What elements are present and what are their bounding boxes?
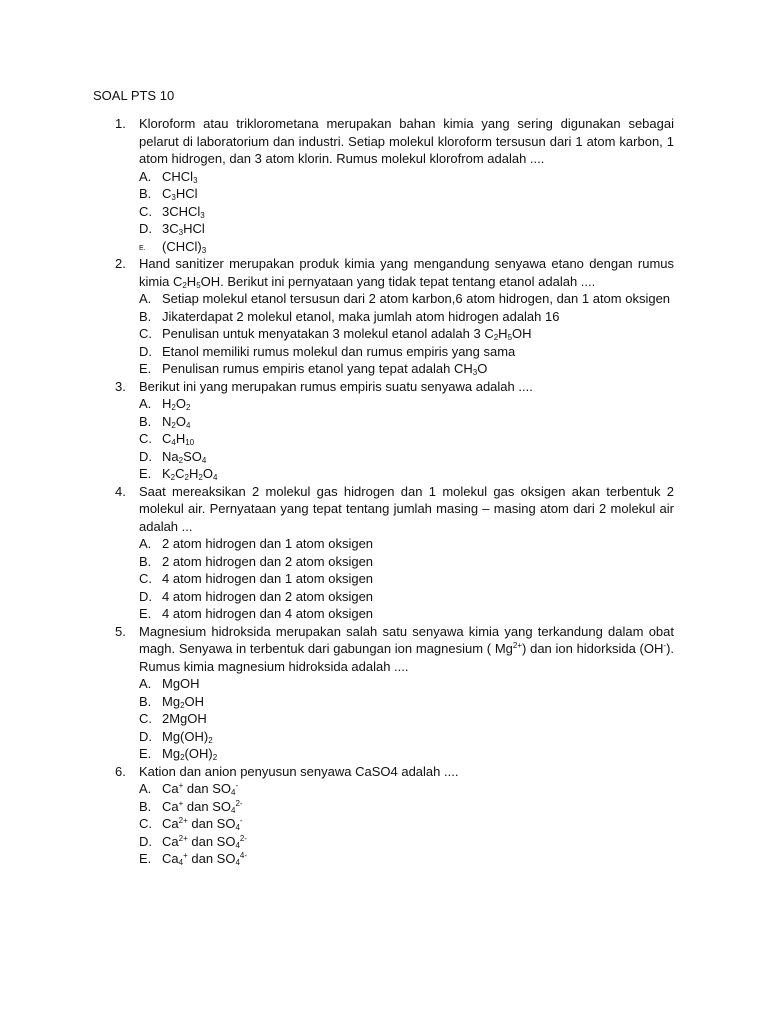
option-letter: B. [139, 186, 152, 201]
option-text: Jikaterdapat 2 molekul etanol, maka jumlah atom hidrogen adalah 16 [162, 308, 560, 324]
answer-option [139, 728, 674, 746]
document-title: SOAL PTS 10 [93, 88, 175, 103]
question-number: 1. [115, 116, 126, 131]
answer-option [139, 325, 674, 343]
option-text: Setiap molekul etanol tersusun dari 2 atom karbon,6 atom hidrogen, dan 1 atom oksigen [162, 291, 671, 306]
answer-option [139, 185, 674, 203]
answer-option [139, 203, 674, 221]
answer-option [139, 850, 674, 868]
question-2 [93, 255, 674, 378]
answer-option [139, 815, 674, 833]
option-text: $H_2O_2$ [162, 396, 191, 412]
option-text: 2 atom hidrogen dan 2 atom oksigen [162, 553, 374, 569]
question-stem: Saat mereaksikan 2 molekul gas hidrogen dan 1 molekul gas oksigen akan terbentuk 2 molekul air. Pernyataan yang tepat tentang jumlah masing – masing atom dari 2 molekul air adalah ... [139, 483, 674, 534]
question-1 [93, 115, 674, 255]
option-text: $Ca_4^+$ dan $SO_4^{4-}$ [162, 851, 248, 867]
question-number: 2. [115, 256, 126, 271]
question-stem: Kloroform atau triklorometana merupakan bahan kimia yang sering digunakan sebagai pelarut di laboratorium dan industri. Setiap molekul kloroform tersusun dari 1 atom karbon, 1 atom hidrogen, dan 3 atom klorin. Rumus molekul klorofrom adalah .... [139, 116, 674, 166]
option-letter: C. [139, 326, 152, 341]
question-stem: Berikut ini yang merupakan rumus empiris suatu senyawa adalah .... [139, 378, 533, 394]
option-letter: A. [139, 536, 152, 551]
option-letter: D. [139, 588, 152, 604]
option-letter: D. [139, 448, 152, 464]
option-text: 2MgOH [162, 711, 207, 726]
answer-option [139, 308, 674, 326]
option-letter: A. [139, 168, 152, 184]
answer-option [139, 675, 674, 693]
answer-option [139, 430, 674, 448]
option-letter: A. [139, 396, 152, 411]
option-text: $3C_3HCl$ [162, 221, 205, 237]
question-6 [93, 763, 674, 868]
option-letter: D. [139, 728, 152, 744]
option-text: $Ca^{2+}$ dan $SO_4^-$ [162, 816, 243, 832]
option-text: $N_2O_4$ [162, 413, 191, 430]
option-letter: B. [139, 798, 152, 814]
option-letter: C. [139, 711, 152, 726]
option-text: $Ca^{2+}$ dan $SO_4^{2-}$ [162, 833, 248, 850]
option-letter: E. [139, 466, 152, 481]
answer-options [139, 780, 674, 868]
option-text: Ca+ dan $SO_4^-$ [162, 781, 239, 797]
option-letter: C. [139, 203, 152, 219]
option-text: 3CHCl$_3$ [162, 203, 205, 220]
option-letter: B. [139, 693, 152, 709]
answer-options [139, 168, 674, 256]
option-letter: B. [139, 413, 152, 429]
option-letter: E. [139, 746, 152, 761]
option-text: $Na_2SO_4$ [162, 448, 207, 465]
option-letter: D. [139, 221, 152, 236]
option-text: Etanol memiliki rumus molekul dan rumus empiris yang sama [162, 343, 516, 359]
option-letter: E. [139, 851, 152, 866]
answer-option [139, 780, 674, 798]
question-5 [93, 623, 674, 763]
option-letter: E. [139, 361, 152, 376]
option-letter: C. [139, 571, 152, 586]
option-letter: D. [139, 343, 152, 359]
option-text: Penulisan untuk menyatakan 3 molekul etanol adalah 3 $C_2H_5OH$ [162, 326, 532, 342]
answer-option [139, 745, 674, 763]
option-text: $(CHCl)_3$ [162, 238, 207, 255]
option-letter: E. [139, 244, 146, 252]
option-letter: E. [139, 606, 152, 621]
answer-option [139, 220, 674, 238]
answer-options [139, 290, 674, 378]
question-number: 3. [115, 378, 126, 394]
answer-option [139, 553, 674, 571]
question-3 [93, 378, 674, 483]
question-stem: Kation dan anion penyusun senyawa CaSO4 adalah .... [139, 763, 459, 779]
answer-options [139, 395, 674, 483]
answer-option [139, 413, 674, 431]
option-letter: B. [139, 553, 152, 569]
answer-option [139, 605, 674, 623]
option-text: 4 atom hidrogen dan 2 atom oksigen [162, 588, 374, 604]
option-text: CHCl$_3$ [162, 168, 198, 185]
option-letter: B. [139, 308, 152, 324]
option-text: $C_3HCl$ [162, 186, 198, 202]
option-letter: A. [139, 291, 152, 306]
answer-option [139, 570, 674, 588]
answer-option [139, 833, 674, 851]
answer-options [139, 535, 674, 623]
option-text: 4 atom hidrogen dan 1 atom oksigen [162, 571, 374, 586]
answer-option [139, 448, 674, 466]
option-letter: A. [139, 676, 152, 691]
answer-options [139, 675, 674, 763]
question-stem: Hand sanitizer merupakan produk kimia yang mengandung senyawa etano dengan rumus kimia $C_2H_5OH$. Berikut ini pernyataan yang tidak tepat tentang etanol adalah .... [139, 256, 674, 290]
answer-option [139, 168, 674, 186]
answer-option [139, 360, 674, 378]
option-text: $Mg_2(OH)_2$ [162, 746, 218, 762]
option-text: Penulisan rumus empiris etanol yang tepat adalah $CH_3O$ [162, 361, 488, 377]
answer-option [139, 465, 674, 483]
question-list [93, 115, 674, 868]
question-number: 6. [115, 763, 126, 779]
option-text: MgOH [162, 676, 200, 691]
question-number: 5. [115, 623, 126, 639]
option-letter: D. [139, 833, 152, 849]
option-text: $C_4H_{10}$ [162, 431, 195, 447]
option-letter: C. [139, 431, 152, 446]
answer-option [139, 343, 674, 361]
option-text: 2 atom hidrogen dan 1 atom oksigen [162, 536, 374, 551]
question-4 [93, 483, 674, 623]
answer-option [139, 535, 674, 553]
option-letter: C. [139, 816, 152, 831]
answer-option [139, 693, 674, 711]
option-text: 4 atom hidrogen dan 4 atom oksigen [162, 606, 374, 621]
question-number: 4. [115, 483, 126, 499]
option-text: Ca+ dan $SO_4^{2-}$ [162, 798, 243, 815]
option-text: $Mg_2OH$ [162, 693, 205, 710]
option-text: $Mg(OH)_2$ [162, 728, 213, 745]
answer-option [139, 798, 674, 816]
question-stem: Magnesium hidroksida merupakan salah satu senyawa kimia yang terkandung dalam obat magh. Senyawa in terbentuk dari gabungan ion magnesium ( $Mg^{2+}$) dan ion hidorksida (OH-). Rumus kimia magnesium hidroksida adalah .... [139, 623, 675, 674]
option-text: $K_2C_2H_2O_4$ [162, 466, 218, 482]
answer-option [139, 238, 674, 256]
answer-option [139, 710, 674, 728]
option-letter: A. [139, 781, 152, 796]
answer-option [139, 395, 674, 413]
answer-option [139, 290, 674, 308]
answer-option [139, 588, 674, 606]
